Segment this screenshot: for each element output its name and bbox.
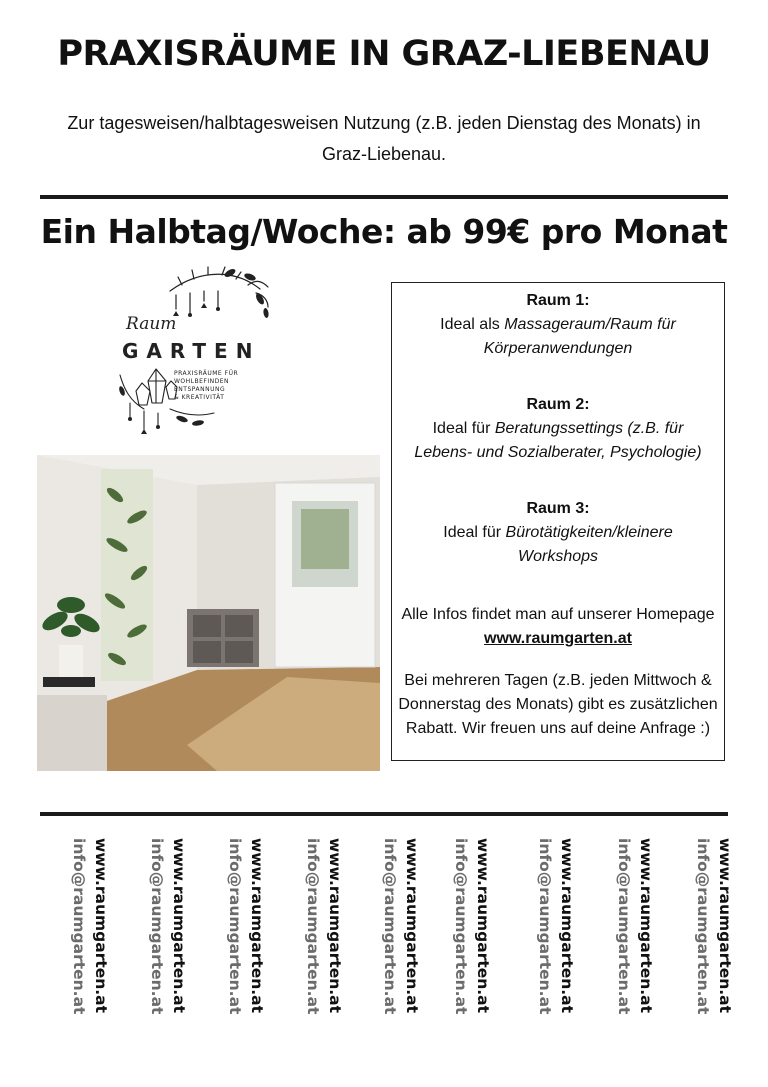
room-info-box [391,282,725,761]
logo-tagline-2: WOHLBEFINDEN [174,378,230,385]
room-2-heading: Raum 2: [526,396,590,413]
subtitle-line-2: Graz-Liebenau. [321,144,447,164]
tab-email: info@raumgarten.at [148,838,166,1015]
tab-email: info@raumgarten.at [694,838,712,1015]
bottom-divider [40,812,728,816]
tear-tab[interactable] [676,838,736,1015]
room-3-desc-2: Workshops [517,548,599,565]
tab-email: info@raumgarten.at [615,838,633,1015]
top-divider [40,195,728,199]
tab-email: info@raumgarten.at [226,838,244,1015]
tab-website: www.raumgarten.at [474,838,492,1014]
tab-website: www.raumgarten.at [637,838,655,1014]
tab-website: www.raumgarten.at [326,838,344,1014]
discount-line-3: Rabatt. Wir freuen uns auf deine Anfrage :) [405,720,711,737]
room-2-desc-2: Lebens- und Sozialberater, Psychologie) [414,444,702,461]
discount-line-1: Bei mehreren Tagen (z.B. jeden Mittwoch & [404,672,712,689]
discount-line-2: Donnerstag des Monats) gibt es zusätzlichen [398,696,718,713]
tab-email: info@raumgarten.at [304,838,322,1015]
room-1-desc: Ideal als Massageraum/Raum für [440,316,676,333]
room-2-desc: Ideal für Beratungssettings (z.B. für [432,420,684,437]
tab-email: info@raumgarten.at [70,838,88,1015]
tear-tab[interactable] [286,838,346,1015]
tab-website: www.raumgarten.at [248,838,266,1014]
tab-website: www.raumgarten.at [558,838,576,1014]
tear-tab[interactable] [597,838,657,1015]
subtitle [40,108,728,170]
tear-tab[interactable] [518,838,578,1015]
tear-tab[interactable] [208,838,268,1015]
tab-website: www.raumgarten.at [170,838,188,1014]
room-1-desc-2: Körperanwendungen [483,340,633,357]
logo-tagline-1: PRAXISRÄUME FÜR [174,370,239,377]
subtitle-line-1: Zur tagesweisen/halbtagesweisen Nutzung (z.B. jeden Dienstag des Monats) in [67,113,701,133]
tab-email: info@raumgarten.at [381,838,399,1015]
room-1-heading: Raum 1: [526,292,590,309]
homepage-link[interactable]: www.raumgarten.at [484,630,632,647]
tear-tab[interactable] [434,838,494,1015]
tab-website: www.raumgarten.at [403,838,421,1014]
logo-word: GARTEN [122,339,261,363]
logo-tagline-3: ENTSPANNUNG [174,386,226,393]
tear-tab[interactable] [363,838,423,1015]
tab-website: www.raumgarten.at [92,838,110,1014]
homepage-text: Alle Infos findet man auf unserer Homepage [401,606,715,623]
tab-website: www.raumgarten.at [716,838,734,1014]
room-photo [37,455,380,771]
price-headline: Ein Halbtag/Woche: ab 99€ pro Monat [40,212,728,251]
room-3-desc: Ideal für Bürotätigkeiten/kleinere [443,524,673,541]
page-title: PRAXISRÄUME IN GRAZ-LIEBENAU [57,34,711,74]
raumgarten-logo [110,263,290,448]
tear-off-tabs [37,838,734,1015]
tab-email: info@raumgarten.at [452,838,470,1015]
tear-tab[interactable] [52,838,112,1015]
logo-script-word: Raum [126,314,177,334]
tear-tab[interactable] [130,838,190,1015]
logo-tagline-4: & KREATIVITÄT [174,394,225,401]
tab-email: info@raumgarten.at [536,838,554,1015]
room-3-heading: Raum 3: [526,500,590,517]
